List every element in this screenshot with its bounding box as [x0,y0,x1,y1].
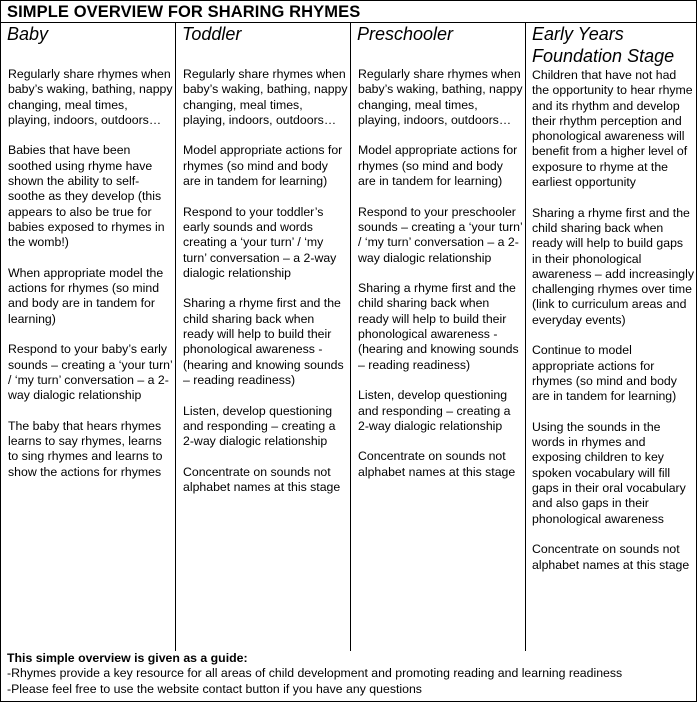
guidance-item: Continue to model appropriate actions for rhymes (so mind and body are in tandem for learning) [532,343,677,404]
column-baby [1,23,176,651]
column-toddler [175,23,351,651]
guidance-item: Regularly share rhymes when baby’s waking, bathing, nappy changing, meal times, playing, indoors, outdoors… [8,67,173,127]
guidance-item: Children that have not had the opportunity to hear rhyme and its rhythm and develop their rhythm perception and phonological awareness will benefit from a higher level of exposure to rhyme at the earliest opportunity [532,68,693,190]
notes-line: -Please feel free to use the website contact button if you have any questions [7,681,422,696]
column-heading: Toddler [182,24,242,44]
guidance-item: Listen, develop questioning and responding – creating a 2-way dialogic relationship [358,388,511,433]
guidance-item: The baby that hears rhymes learns to say rhymes, learns to sing rhymes and learns to show the actions for rhymes [8,418,163,479]
guidance-item: Using the sounds in the words in rhymes and exposing children to key spoken vocabulary will fill gaps in their oral vocabulary and also gaps in their phonological awareness [532,419,686,526]
column-preschooler [350,23,526,651]
guide-notes [7,651,697,697]
column-items [8,67,173,495]
guidance-item: Concentrate on sounds not alphabet names at this stage [183,464,341,495]
guidance-item: Concentrate on sounds not alphabet names at this stage [532,542,690,572]
document-title: SIMPLE OVERVIEW FOR SHARING RHYMES [7,3,361,21]
guidance-item: Sharing a rhyme first and the child sharing back when ready will help to build their phonological awareness - (hearing and knowing sounds – reading readiness) [183,296,344,387]
guidance-item: Concentrate on sounds not alphabet names at this stage [358,449,516,479]
column-heading: Baby [7,24,49,44]
notes-lead: This simple overview is given as a guide: [7,651,248,665]
column-items [183,67,348,511]
guidance-item: Model appropriate actions for rhymes (so mind and body are in tandem for learning) [358,143,518,189]
column-heading: Preschooler [357,24,454,44]
column-items [532,68,694,588]
guidance-item: Respond to your baby’s early sounds – creating a ‘your turn’ / ‘my turn’ conversation – a 2-way dialogic relationship [8,342,173,403]
column-heading: Early Years Foundation Stage [532,24,675,66]
guidance-item: Babies that have been soothed using rhyme have shown the ability to self-soothe as they develop (this appears to also be true for babies exposed to rhymes in the womb!) [8,143,165,250]
guidance-item: Sharing a rhyme first and the child sharing back when ready will help to build their phonological awareness - (hearing and knowing sounds – reading readiness) [358,281,519,372]
guidance-item: Regularly share rhymes when baby’s waking, bathing, nappy changing, meal times, playing, indoors, outdoors… [358,67,523,127]
guidance-item: Model appropriate actions for rhymes (so mind and body are in tandem for learning) [183,143,343,189]
guidance-item: When appropriate model the actions for rhymes (so mind and body are in tandem for learning) [8,265,164,326]
guidance-item: Respond to your preschooler sounds – creating a ‘your turn’ / ‘my turn’ conversation – a 2-way dialogic relationship [358,204,523,265]
notes-line: -Rhymes provide a key resource for all areas of child development and promoting reading and learning readiness [7,666,623,681]
guidance-item: Sharing a rhyme first and the child sharing back when ready will help to build gaps in their phonological awareness – add increasingly challenging rhymes over time (link to curriculum areas and everyday events) [532,205,695,327]
guidance-item: Respond to your toddler’s early sounds and words creating a ‘your turn’ / ‘my turn’ conversation – a 2-way dialogic relationship [183,204,337,280]
guidance-item: Regularly share rhymes when baby’s waking, bathing, nappy changing, meal times, playing, indoors, outdoors… [183,67,348,127]
guidance-item: Listen, develop questioning and responding – creating a 2-way dialogic relationship [183,403,336,449]
column-early-years-foundation-stage [525,23,696,651]
column-items [358,67,523,495]
